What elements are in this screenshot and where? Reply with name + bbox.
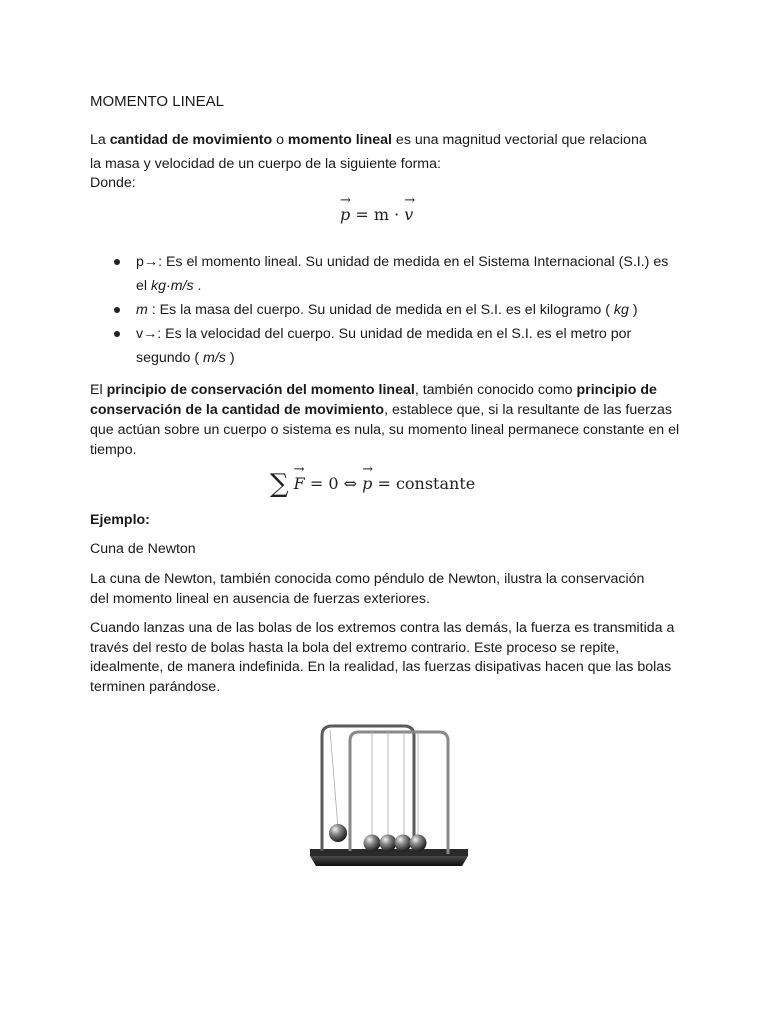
- formula-end: = constante: [372, 474, 476, 493]
- list-item: [110, 250, 670, 298]
- intro-text-1: La: [90, 132, 110, 148]
- intro-text-2: o: [272, 132, 288, 148]
- page-title: MOMENTO LINEAL: [90, 93, 224, 110]
- principle-text-1: El: [90, 382, 107, 398]
- bullet-text: p→: Es el momento lineal. Su unidad de medida en el Sistema Internacional (S.I.) es el: [136, 254, 669, 294]
- intro-bold-2: momento lineal: [287, 132, 392, 148]
- intro-text-3: es una magnitud vectorial que relaciona la masa y velocidad de un cuerpo de la siguiente forma:: [90, 132, 647, 172]
- bullet-unit: kg: [613, 302, 629, 318]
- sum-symbol: ∑: [270, 469, 289, 499]
- bullet-text: : Es la masa del cuerpo. Su unidad de medida en el S.I. es el kilogramo (: [147, 302, 614, 318]
- vector-v: → v: [404, 197, 413, 224]
- cuna-paragraph-2: Cuando lanzas una de las bolas de los extremos contra las demás, la fuerza es transmitida a través del resto de bolas hasta la bola del extremo contrario. Este proceso se repite, idealmente, de manera indefinida. En la realidad, las fuerzas disipativas hacen que las bolas terminen parándose.: [90, 620, 675, 695]
- principle-text-2: , también conocido como: [414, 382, 577, 398]
- example-heading: Ejemplo:: [90, 512, 150, 528]
- bullet-unit: kg·m/s: [150, 278, 194, 294]
- momentum-formula: [340, 197, 413, 224]
- bullet-text-end: ): [628, 302, 638, 318]
- vector-p: → p: [340, 197, 350, 224]
- bullet-text-end: ): [225, 350, 235, 366]
- principle-text-3: , establece que, si la resultante de las fuerzas que actúan sobre un cuerpo o sistema es nula, su momento lineal permanece constante en el tiempo.: [90, 402, 680, 458]
- formula-middle: = 0 ⇔: [304, 474, 363, 493]
- principle-bold-2: principio de conservación de la cantidad de movimiento: [90, 382, 657, 418]
- list-item: [110, 322, 670, 370]
- list-item: [110, 298, 670, 322]
- vector-F: → F: [294, 466, 305, 493]
- intro-paragraph: [90, 128, 650, 176]
- conservation-formula: [270, 466, 475, 499]
- newtons-cradle-image: [302, 706, 477, 881]
- principle-bold-1: principio de conservación del momento lineal: [106, 382, 415, 398]
- definitions-list: [110, 250, 670, 370]
- principle-paragraph: [90, 380, 680, 460]
- vector-p: → p: [362, 466, 372, 493]
- cuna-title: Cuna de Newton: [90, 541, 196, 557]
- bullet-unit: m/s: [203, 350, 226, 366]
- donde-label: Donde:: [90, 175, 136, 191]
- bullet-text-end: .: [193, 278, 202, 294]
- formula-middle: = m ·: [355, 205, 405, 224]
- newtons-cradle-illustration: [302, 706, 477, 881]
- bullet-text: v→: Es la velocidad del cuerpo. Su unidad de medida en el S.I. es el metro por segundo (: [136, 326, 632, 366]
- bullet-symbol: m: [136, 302, 148, 318]
- intro-bold-1: cantidad de movimiento: [109, 132, 273, 148]
- cuna-paragraph-1: La cuna de Newton, también conocida como péndulo de Newton, ilustra la conservación del momento lineal en ausencia de fuerzas exteriores.: [90, 571, 645, 607]
